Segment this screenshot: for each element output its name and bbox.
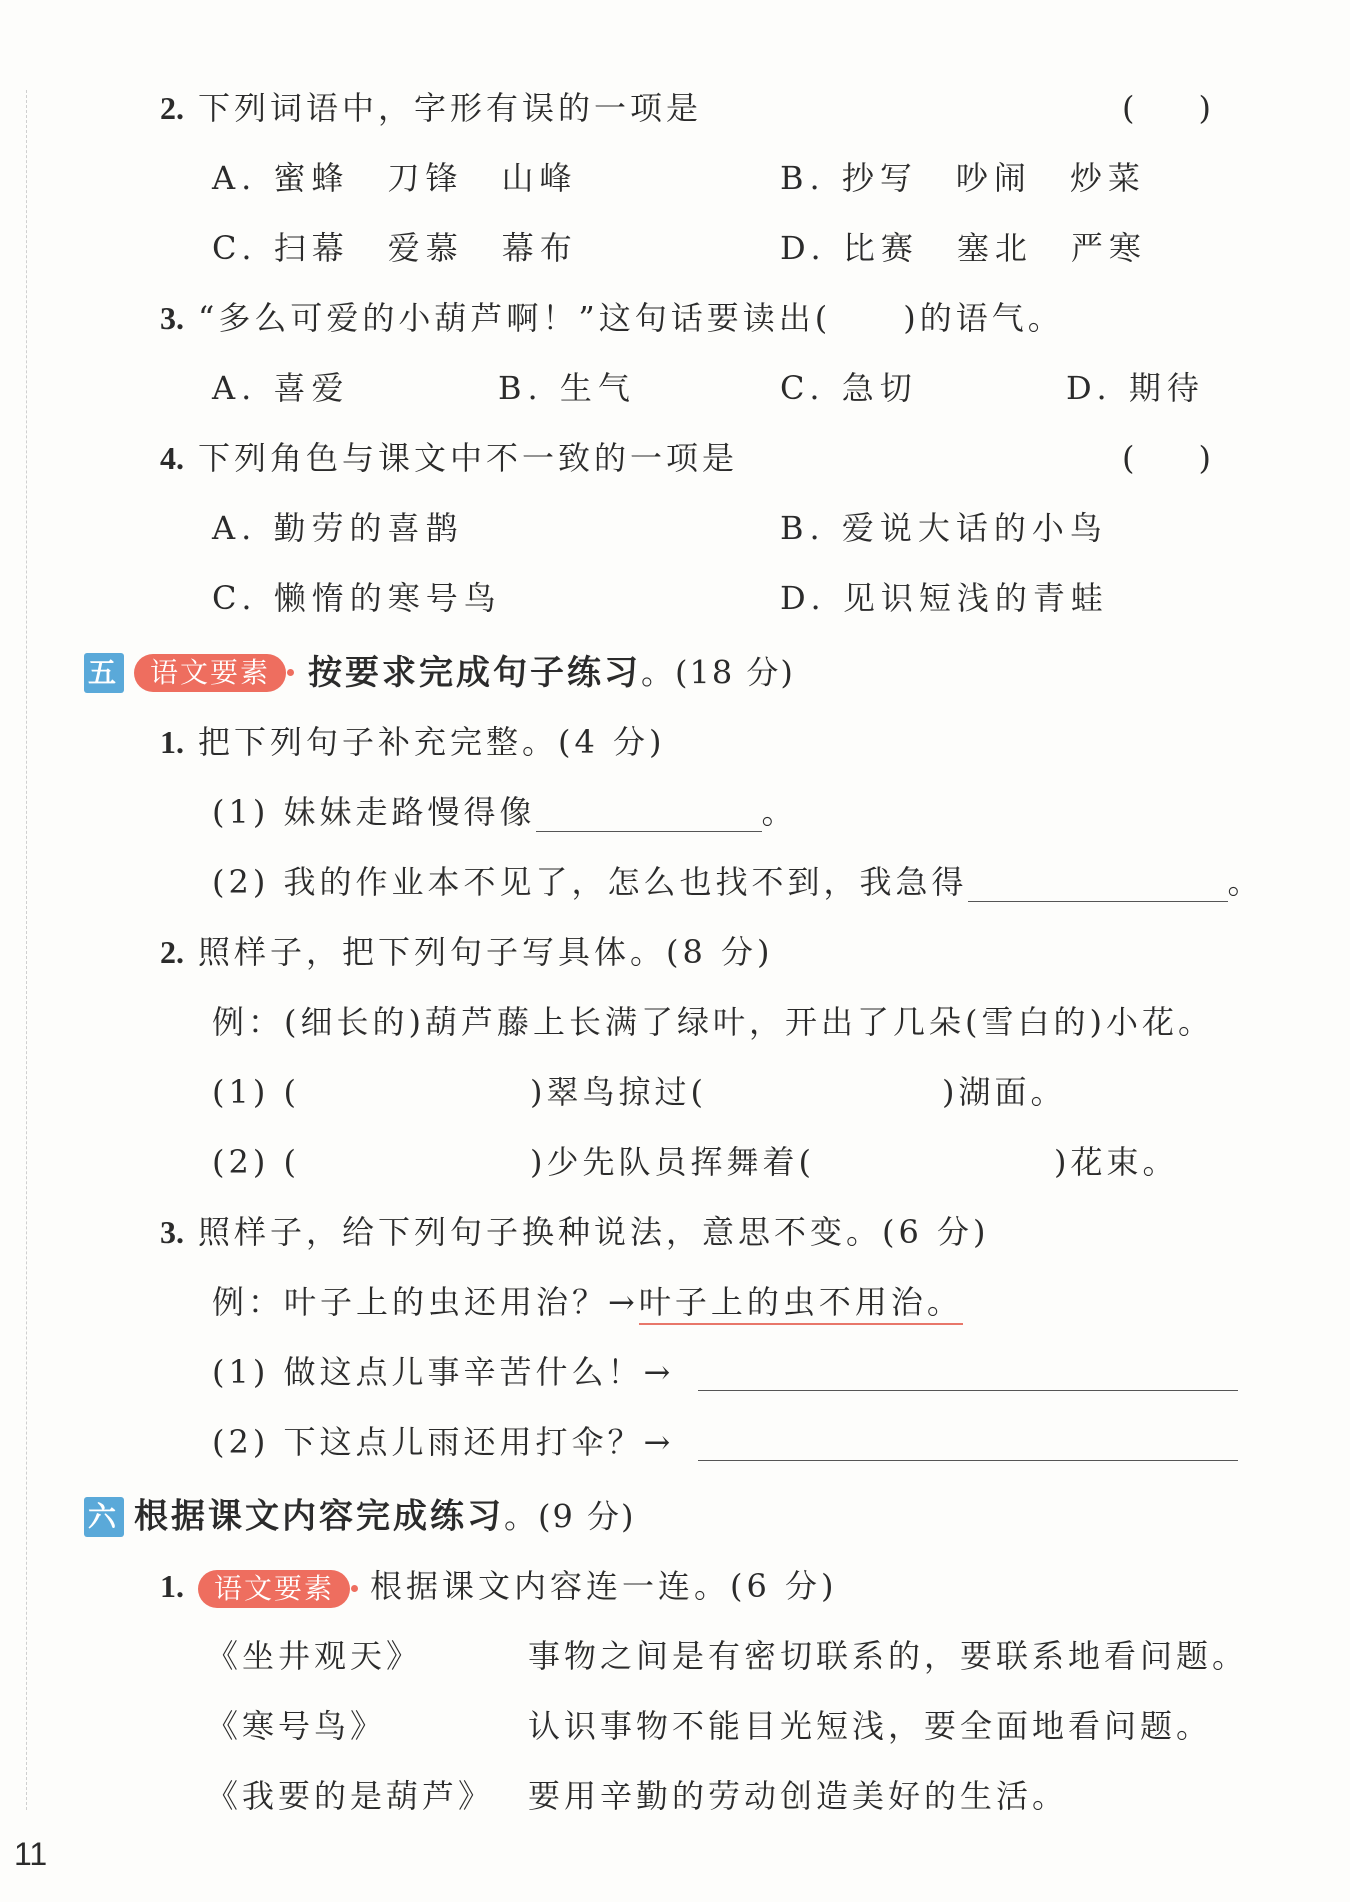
q3-stem [160, 298, 1064, 338]
q4-option-d[interactable]: D. 见识短浅的青蛙 [780, 579, 1109, 617]
section-6-title: 根据课文内容完成练习 [134, 1496, 504, 1537]
sec5-q3-sentence-2 [212, 1422, 674, 1462]
sec5-q2-s2-blank-1[interactable] [300, 1142, 530, 1182]
section-5-tag: 语文要素 [134, 654, 286, 692]
q4-option-c[interactable]: C. 懒惰的寒号鸟 [212, 579, 502, 617]
sec5-q2-s1-blank-1[interactable] [300, 1072, 530, 1112]
q4-number: 4. [160, 440, 184, 476]
sec5-q2-number: 2. [160, 934, 184, 970]
sec5-q2-stem [160, 932, 774, 972]
q2-number: 2. [160, 90, 184, 126]
section-5-title: 按要求完成句子练习 [308, 652, 642, 693]
match-left-2[interactable]: 《寒号鸟》 [206, 1707, 387, 1745]
q2-option-c[interactable]: C. 扫幕 爱慕 幕布 [212, 229, 578, 267]
sec5-q3-example-prefix: 例：叶子上的虫还用治？→ [212, 1283, 639, 1321]
q2-text: 下列词语中，字形有误的一项是 [198, 89, 703, 127]
sec5-q3-number: 3. [160, 1214, 184, 1250]
q4-option-a[interactable]: A. 勤劳的喜鹊 [212, 509, 464, 547]
section-6-score: 。(9 分) [504, 1497, 636, 1536]
sec5-q3-text: 照样子，给下列句子换种说法，意思不变。(6 分) [198, 1213, 990, 1251]
sec5-q1-s2-text: (2) 我的作业本不见了，怎么也找不到，我急得 [212, 863, 968, 901]
sec6-q1-text: 根据课文内容连一连。(6 分) [370, 1567, 838, 1605]
sec5-q2-s1-b: )翠鸟掠过( [530, 1073, 707, 1111]
section-6-header [84, 1494, 636, 1537]
q2-option-b[interactable]: B. 抄写 吵闹 炒菜 [780, 159, 1146, 197]
q3-option-a[interactable]: A. 喜爱 [212, 369, 350, 407]
sec5-q1-s1-text: (1) 妹妹走路慢得像 [212, 793, 536, 831]
section-5-badge: 五 [84, 653, 124, 693]
q2-option-a[interactable]: A. 蜜蜂 刀锋 山峰 [212, 159, 578, 197]
sec5-q3-example-answer: 叶子上的虫不用治。 [639, 1283, 963, 1325]
sec6-q1-number: 1. [160, 1568, 184, 1604]
sec5-q1-s2-end: 。 [1227, 863, 1264, 901]
sec5-q2-text: 照样子，把下列句子写具体。(8 分) [198, 933, 774, 971]
margin-guide [26, 90, 27, 1810]
q3-option-c[interactable]: C. 急切 [780, 369, 918, 407]
q3-text: “多么可爱的小葫芦啊！”这句话要读出( )的语气。 [198, 299, 1064, 337]
sec5-q1-sentence-2 [212, 862, 1264, 902]
sec5-q3-s2-blank[interactable] [698, 1422, 1238, 1461]
sec5-q1-number: 1. [160, 724, 184, 760]
page-number: 11 [14, 1836, 48, 1872]
sec5-q3-s1-text: (1) 做这点儿事辛苦什么！→ [212, 1353, 675, 1391]
sec5-q2-s2-blank-2[interactable] [830, 1142, 1050, 1182]
section-5-score: 。(18 分) [641, 653, 795, 692]
q4-stem [160, 438, 738, 478]
sec5-q1-text: 把下列句子补充完整。(4 分) [198, 723, 666, 761]
q2-answer-paren[interactable]: ( ) [1122, 89, 1211, 127]
sec5-q2-s2-b: )少先队员挥舞着( [530, 1143, 815, 1181]
sec5-q3-s1-blank[interactable] [698, 1352, 1238, 1391]
q3-number: 3. [160, 300, 184, 336]
sec5-q1-stem [160, 722, 666, 762]
section-6-badge: 六 [84, 1497, 124, 1537]
sec5-q2-s1-a: (1) ( [212, 1073, 300, 1111]
section-5-header [84, 650, 795, 693]
sec6-q1-stem [160, 1566, 838, 1608]
match-right-3[interactable]: 要用辛勤的劳动创造美好的生活。 [528, 1777, 1069, 1815]
sec5-q2-s1-c: )湖面。 [942, 1073, 1067, 1111]
q3-option-d[interactable]: D. 期待 [1066, 369, 1205, 407]
sec5-q1-s2-blank[interactable] [968, 863, 1228, 902]
q4-answer-paren[interactable]: ( ) [1122, 439, 1211, 477]
sec5-q3-example [212, 1282, 963, 1322]
q2-stem [160, 88, 702, 128]
sec5-q1-s1-end: 。 [761, 793, 798, 831]
match-right-1[interactable]: 事物之间是有密切联系的，要联系地看问题。 [528, 1637, 1249, 1675]
sec5-q2-example: 例：(细长的)葫芦藤上长满了绿叶，开出了几朵(雪白的)小花。 [212, 1003, 1214, 1041]
sec6-q1-tag: 语文要素 [198, 1570, 350, 1608]
sec5-q2-s2-c: )花束。 [1054, 1143, 1179, 1181]
sec5-q3-s2-text: (2) 下这点儿雨还用打伞？→ [212, 1423, 675, 1461]
match-left-1[interactable]: 《坐井观天》 [206, 1637, 423, 1675]
q2-option-d[interactable]: D. 比赛 塞北 严寒 [780, 229, 1147, 267]
sec5-q3-sentence-1 [212, 1352, 674, 1392]
sec5-q1-s1-blank[interactable] [536, 793, 762, 832]
sec5-q3-stem [160, 1212, 990, 1252]
q4-option-b[interactable]: B. 爱说大话的小鸟 [780, 509, 1108, 547]
q3-option-b[interactable]: B. 生气 [498, 369, 636, 407]
q4-text: 下列角色与课文中不一致的一项是 [198, 439, 739, 477]
sec5-q2-s2-a: (2) ( [212, 1143, 300, 1181]
match-right-2[interactable]: 认识事物不能目光短浅，要全面地看问题。 [528, 1707, 1213, 1745]
match-left-3[interactable]: 《我要的是葫芦》 [206, 1777, 495, 1815]
sec5-q2-s1-blank-2[interactable] [720, 1072, 940, 1112]
sec5-q1-sentence-1 [212, 792, 798, 832]
